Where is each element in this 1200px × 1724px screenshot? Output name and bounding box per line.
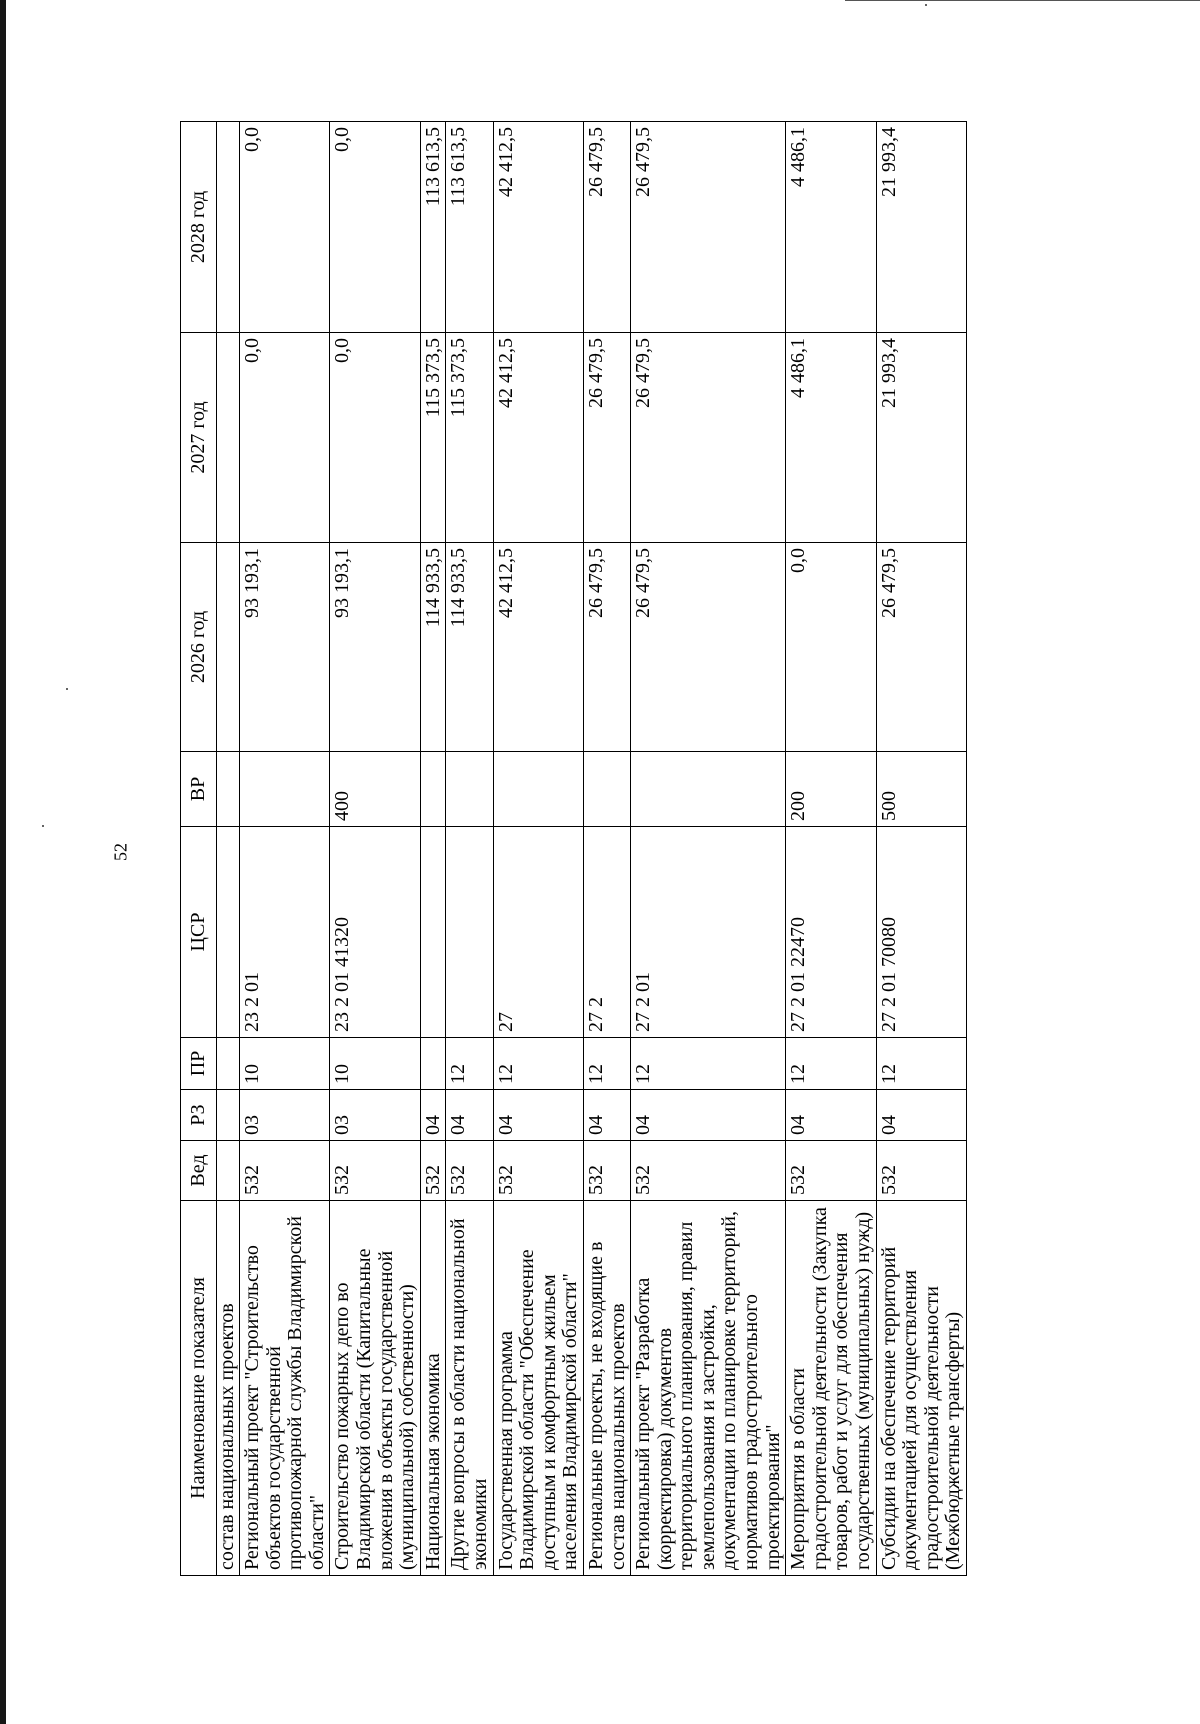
cell-csr	[420, 827, 446, 1038]
cell-pr: 12	[786, 1038, 876, 1090]
cell-ved: 532	[240, 1141, 330, 1201]
cell-ved: 532	[583, 1141, 630, 1201]
scan-top-rule	[845, 0, 1200, 1]
cell-2028: 113 613,5	[446, 122, 493, 333]
cell-pr: 12	[583, 1038, 630, 1090]
cell-rz: 03	[330, 1090, 420, 1141]
cell-2028	[217, 122, 240, 333]
cell-2027: 42 412,5	[493, 333, 583, 543]
cell-2027: 115 373,5	[446, 333, 493, 543]
cell-pr: 12	[631, 1038, 786, 1090]
cell-csr: 27 2 01 70080	[876, 827, 966, 1038]
table-row	[876, 122, 966, 1576]
cell-csr: 27 2 01 22470	[786, 827, 876, 1038]
cell-ved: 532	[876, 1141, 966, 1201]
cell-name: Другие вопросы в области национальной экономики	[446, 1201, 493, 1576]
cell-pr: 12	[493, 1038, 583, 1090]
col-header-vr: ВР	[181, 752, 217, 827]
cell-vr	[217, 752, 240, 827]
cell-rz: 04	[876, 1090, 966, 1141]
cell-pr: 12	[876, 1038, 966, 1090]
cell-name: Региональные проекты, не входящие в состав национальных проектов	[583, 1201, 630, 1576]
cell-2028: 4 486,1	[786, 122, 876, 333]
cell-vr	[583, 752, 630, 827]
rotated-table-wrapper	[180, 122, 1150, 1576]
page-number-text: 52	[110, 843, 131, 861]
cell-2028: 42 412,5	[493, 122, 583, 333]
cell-name: Мероприятия в области градостроительной деятельности (Закупка товаров, работ и услуг для обеспечения государственных (муниципальных) нужд)	[786, 1201, 876, 1576]
cell-ved: 532	[446, 1141, 493, 1201]
cell-vr: 200	[786, 752, 876, 827]
col-header-2028: 2028 год	[181, 122, 217, 333]
cell-ved: 532	[420, 1141, 446, 1201]
cell-csr	[446, 827, 493, 1038]
scan-speck	[925, 4, 927, 6]
cell-2027: 26 479,5	[631, 333, 786, 543]
cell-2028: 21 993,4	[876, 122, 966, 333]
cell-csr: 27 2	[583, 827, 630, 1038]
cell-rz: 04	[583, 1090, 630, 1141]
cell-rz: 04	[446, 1090, 493, 1141]
cell-ved: 532	[786, 1141, 876, 1201]
cell-ved: 532	[330, 1141, 420, 1201]
cell-pr	[420, 1038, 446, 1090]
cell-vr	[446, 752, 493, 827]
cell-pr: 12	[446, 1038, 493, 1090]
cell-rz: 04	[493, 1090, 583, 1141]
cell-2026: 26 479,5	[583, 543, 630, 752]
budget-table	[180, 121, 967, 1576]
cell-2026: 0,0	[786, 543, 876, 752]
cell-pr: 10	[240, 1038, 330, 1090]
cell-pr	[217, 1038, 240, 1090]
cell-vr	[240, 752, 330, 827]
col-header-csr: ЦСР	[181, 827, 217, 1038]
cell-2026: 26 479,5	[876, 543, 966, 752]
table-row	[493, 122, 583, 1576]
cell-ved: 532	[493, 1141, 583, 1201]
cell-2027: 0,0	[240, 333, 330, 543]
col-header-2026: 2026 год	[181, 543, 217, 752]
col-header-rz: РЗ	[181, 1090, 217, 1141]
table-row	[217, 122, 240, 1576]
table-row	[446, 122, 493, 1576]
cell-name: Субсидии на обеспечение территорий документацией для осуществления градостроительной деятельности (Межбюджетные трансферты)	[876, 1201, 966, 1576]
col-header-2027: 2027 год	[181, 333, 217, 543]
cell-name: Национальная экономика	[420, 1201, 446, 1576]
cell-2028: 26 479,5	[583, 122, 630, 333]
cell-rz: 04	[631, 1090, 786, 1141]
table-row	[583, 122, 630, 1576]
cell-2026: 114 933,5	[420, 543, 446, 752]
cell-2026: 93 193,1	[330, 543, 420, 752]
cell-pr: 10	[330, 1038, 420, 1090]
cell-ved: 532	[631, 1141, 786, 1201]
cell-vr	[420, 752, 446, 827]
cell-2028: 26 479,5	[631, 122, 786, 333]
cell-name: состав национальных проектов	[217, 1201, 240, 1576]
cell-2026: 26 479,5	[631, 543, 786, 752]
table-header-row	[181, 122, 217, 1576]
cell-2027: 4 486,1	[786, 333, 876, 543]
cell-2027: 26 479,5	[583, 333, 630, 543]
cell-2027	[217, 333, 240, 543]
cell-vr	[493, 752, 583, 827]
cell-2026: 42 412,5	[493, 543, 583, 752]
table-row	[786, 122, 876, 1576]
cell-2027: 115 373,5	[420, 333, 446, 543]
cell-vr: 500	[876, 752, 966, 827]
cell-2028: 113 613,5	[420, 122, 446, 333]
cell-2027: 0,0	[330, 333, 420, 543]
cell-2028: 0,0	[240, 122, 330, 333]
scan-speck	[66, 688, 68, 690]
cell-rz: 04	[420, 1090, 446, 1141]
cell-name: Региональный проект "Строительство объектов государственной противопожарной службы Владимирской области"	[240, 1201, 330, 1576]
cell-2028: 0,0	[330, 122, 420, 333]
cell-csr	[217, 827, 240, 1038]
table-row	[420, 122, 446, 1576]
cell-rz	[217, 1090, 240, 1141]
col-header-ved: Вед	[181, 1141, 217, 1201]
table-row	[330, 122, 420, 1576]
col-header-pr: ПР	[181, 1038, 217, 1090]
scan-left-edge	[0, 0, 6, 1724]
cell-name: Государственная программа Владимирской области "Обеспечение доступным и комфортным жильем населения Владимирской области"	[493, 1201, 583, 1576]
scan-speck	[42, 825, 44, 827]
cell-name: Строительство пожарных депо во Владимирской области (Капитальные вложения в объекты государственной (муниципальной) собственности)	[330, 1201, 420, 1576]
cell-csr: 27 2 01	[631, 827, 786, 1038]
cell-vr: 400	[330, 752, 420, 827]
col-header-name: Наименование показателя	[181, 1201, 217, 1576]
cell-2026	[217, 543, 240, 752]
cell-name: Региональный проект "Разработка (корректировка) документов территориального планирования, правил землепользования и застройки, документации по планировке территорий, нормативов градостроительного проектирования"	[631, 1201, 786, 1576]
table-row	[240, 122, 330, 1576]
cell-rz: 04	[786, 1090, 876, 1141]
cell-csr: 23 2 01	[240, 827, 330, 1038]
cell-csr: 23 2 01 41320	[330, 827, 420, 1038]
cell-2026: 93 193,1	[240, 543, 330, 752]
cell-csr: 27	[493, 827, 583, 1038]
cell-vr	[631, 752, 786, 827]
cell-2026: 114 933,5	[446, 543, 493, 752]
cell-rz: 03	[240, 1090, 330, 1141]
cell-ved	[217, 1141, 240, 1201]
table-row	[631, 122, 786, 1576]
cell-2027: 21 993,4	[876, 333, 966, 543]
